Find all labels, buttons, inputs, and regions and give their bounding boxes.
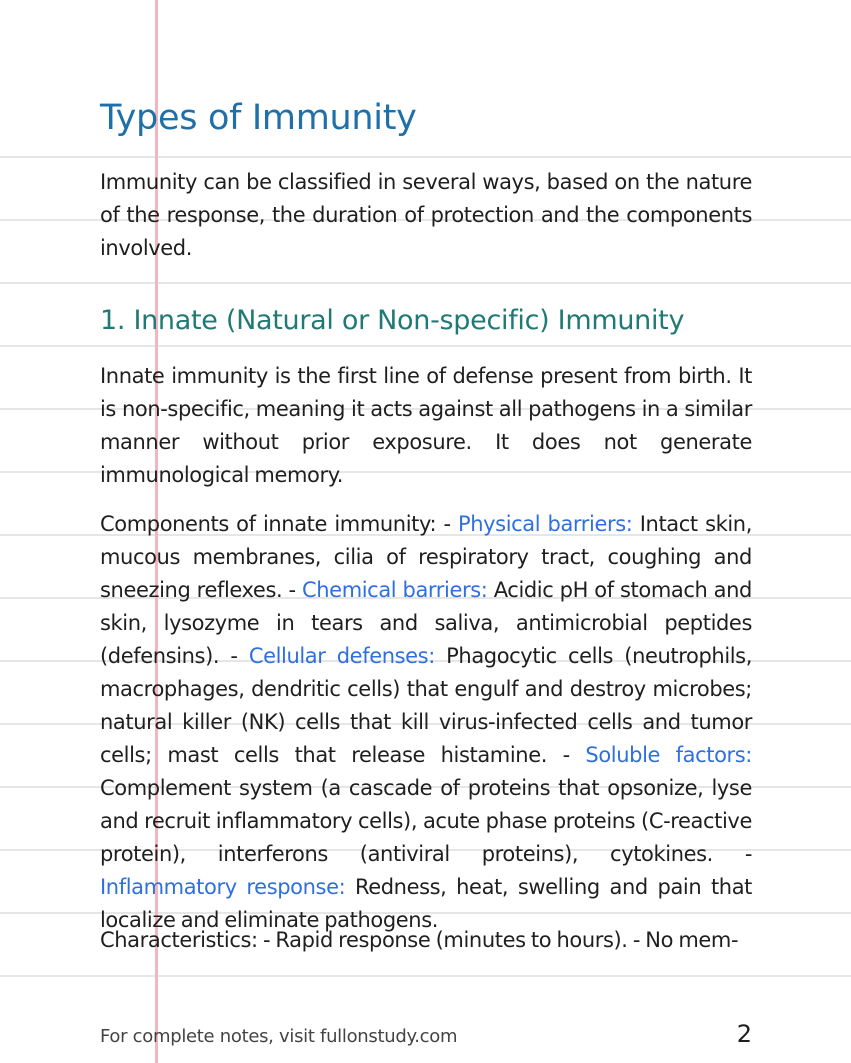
chemical-barriers-label: Chemical barriers: (302, 578, 488, 602)
ruled-line (0, 345, 851, 347)
chemical-barriers-text: Acidic pH of stomach and skin, lysozyme in tears and saliva, antimicrobial peptides (defensins). - (100, 578, 752, 668)
innate-paragraph: Innate immunity is the first line of defense present from birth. It is non-specific, meaning it acts against all pathogens in a similar manner without prior exposure. It does not generate immunological memory. (100, 364, 752, 487)
page-number: 2 (736, 1020, 752, 1048)
section-heading: 1. Innate (Natural or Non-specific) Immunity (100, 305, 685, 336)
intro-paragraph: Immunity can be classified in several ways, based on the nature of the response, the duration of protection and the components involved. (100, 170, 752, 260)
physical-barriers-text: Intact skin, mucous membranes, cilia of respiratory tract, coughing and sneezing reflexes. - (100, 512, 752, 602)
footer-note: For complete notes, visit fullonstudy.com (100, 1026, 458, 1047)
inflammatory-response-label: Inflammatory response: (100, 875, 346, 899)
cellular-defenses-text: Phagocytic cells (neutrophils, macrophages, dendritic cells) that engulf and destroy microbes; natural killer (NK) cells that kill virus-infected cells and tumor cells; mast cells that release histamine. - (100, 644, 753, 767)
page-title: Types of Immunity (100, 98, 417, 138)
ruled-line (0, 156, 851, 158)
physical-barriers-label: Physical barriers: (457, 512, 633, 536)
ruled-line (0, 282, 851, 284)
ruled-line (0, 975, 851, 977)
inflammatory-response-text: Redness, heat, swelling and pain that localize and eliminate pathogens. (100, 875, 752, 932)
components-paragraph (100, 508, 752, 937)
cellular-defenses-label: Cellular defenses: (248, 644, 435, 668)
characteristics-paragraph: Characteristics: - Rapid response (minutes to hours). - No mem- (100, 928, 739, 952)
soluble-factors-text: Complement system (a cascade of proteins that opsonize, lyse and recruit inflammatory cells), acute phase proteins (C-reactive protein), interferons (antiviral proteins), cytokines. - (100, 776, 752, 866)
soluble-factors-label: Soluble factors: (585, 743, 752, 767)
components-lead: Components of innate immunity: - (100, 512, 458, 536)
